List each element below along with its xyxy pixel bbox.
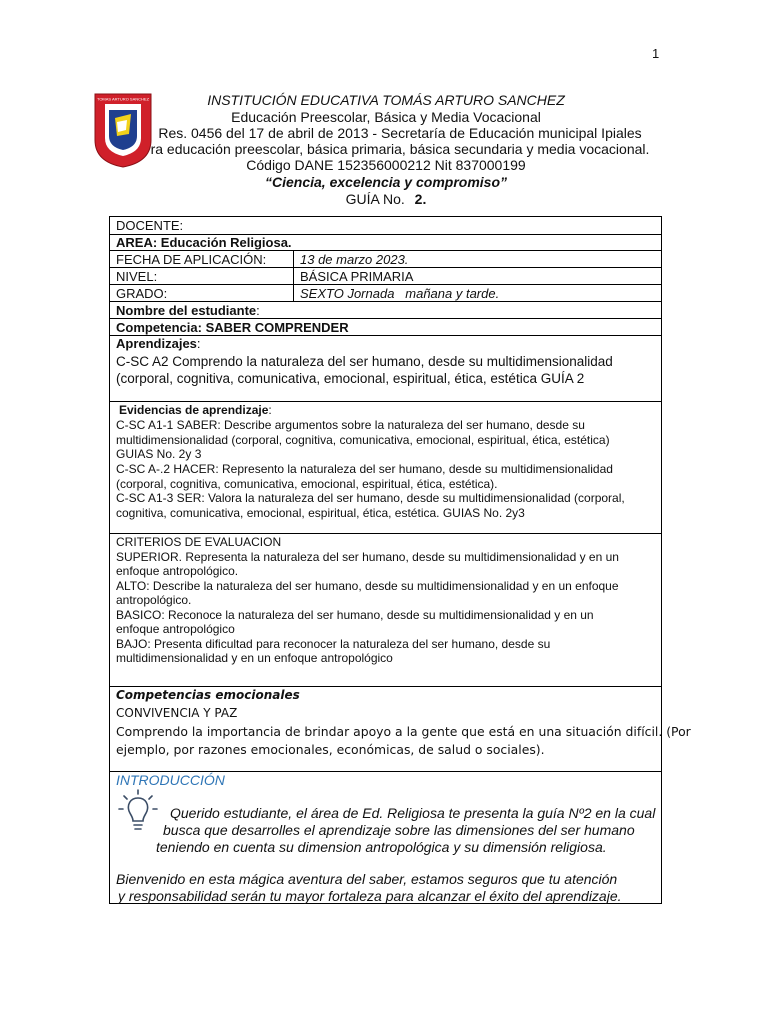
criterios-line-7: enfoque antropológico: [116, 622, 235, 636]
comp-emo-line-1: Comprendo la importancia de brindar apoyo a la gente que está en una situación difícil. (Por: [116, 724, 691, 739]
evidencias-label: Evidencias de aprendizaje: [119, 403, 269, 417]
guide-number: 2.: [414, 191, 427, 207]
aprendizajes-label: Aprendizajes: [116, 336, 197, 351]
motto: “Ciencia, excelencia y compromiso”: [265, 174, 507, 190]
aprendizajes-colon: :: [196, 336, 201, 351]
grado-value: SEXTO Jornada mañana y tarde.: [300, 286, 500, 301]
criterios-line-4: ALTO: Describe la naturaleza del ser humano, desde su multidimensionalidad y en un enfoque: [116, 579, 619, 593]
introduccion-row: [109, 771, 662, 904]
comp-emo-line-2: ejemplo, por razones emocionales, económicas, de salud o sociales).: [116, 742, 545, 757]
nombre-row: [109, 301, 662, 319]
competencias-emocionales-row: [109, 686, 691, 772]
welcome-line-2: y responsabilidad serán tu mayor fortaleza para alcanzar el éxito del aprendizaje.: [118, 888, 622, 904]
intro-line-2: busca que desarrolles el aprendizaje sobre las dimensiones del ser humano: [163, 822, 635, 838]
intro-title: INTRODUCCIÓN: [116, 772, 225, 788]
intro-line-3: teniendo en cuenta su dimension antropológica y su dimensión religiosa.: [156, 839, 607, 855]
aprendizajes-line-2: (corporal, cognitiva, comunicativa, emocional, espiritual, ética, estética GUÍA 2: [116, 371, 585, 386]
criterios-line-2: SUPERIOR. Representa la naturaleza del ser humano, desde su multidimensionalidad y en un: [116, 550, 619, 564]
evidencias-line-5: (corporal, cognitiva, comunicativa, emocional, espiritual, ética, estética).: [116, 477, 498, 491]
institution-name: INSTITUCIÓN EDUCATIVA TOMÁS ARTURO SANCHEZ: [207, 92, 565, 108]
intro-line-1: Querido estudiante, el área de Ed. Religiosa te presenta la guía Nº2 en la cual: [170, 805, 656, 821]
fecha-value: 13 de marzo 2023.: [300, 252, 409, 267]
header-line-4: ra educación preescolar, básica primaria, básica secundaria y media vocacional.: [150, 141, 650, 157]
nivel-label: NIVEL:: [116, 269, 158, 284]
lightbulb-icon: [116, 788, 160, 836]
evidencias-line-3: GUIAS No. 2y 3: [116, 447, 202, 461]
comp-emo-title: Competencias emocionales: [116, 688, 300, 702]
criterios-line-1: CRITERIOS DE EVALUACION: [116, 535, 282, 549]
header-line-3: Res. 0456 del 17 de abril de 2013 - Secretaría de Educación municipal Ipiales: [158, 125, 642, 141]
evidencias-line-7: cognitiva, comunicativa, emocional, espiritual, ética, estética. GUIAS No. 2y3: [116, 506, 525, 520]
nivel-value: BÁSICA PRIMARIA: [300, 269, 414, 284]
fecha-row: [109, 250, 662, 268]
competencia-label: Competencia: SABER COMPRENDER: [116, 320, 349, 335]
evidencias-line-1: C-SC A1-1 SABER: Describe argumentos sobre la naturaleza del ser humano, desde su: [116, 418, 585, 432]
evidencias-line-4: C-SC A-.2 HACER: Represento la naturaleza del ser humano, desde su multidimensionalidad: [116, 462, 613, 476]
evidencias-line-2: multidimensionalidad (corporal, cognitiva, comunicativa, emocional, espiritual, ética, estética): [116, 433, 610, 447]
area-row: [109, 234, 662, 251]
criterios-line-8: BAJO: Presenta dificultad para reconocer la naturaleza del ser humano, desde su: [116, 637, 551, 651]
evidencias-line-6: C-SC A1-3 SER: Valora la naturaleza del ser humano, desde su multidimensionalidad (corporal,: [116, 491, 625, 505]
evidencias-row: [109, 401, 662, 534]
comp-emo-subtitle: CONVIVENCIA Y PAZ: [116, 706, 238, 720]
guide-label: GUÍA No.: [345, 191, 405, 207]
grado-label: GRADO:: [116, 286, 168, 301]
criterios-line-5: antropológico.: [116, 593, 192, 607]
competencia-row: [109, 318, 662, 336]
nombre-colon: :: [256, 303, 260, 318]
docente-row: [109, 216, 662, 235]
area-label: AREA: Educación Religiosa.: [116, 235, 292, 250]
criterios-line-9: multidimensionalidad y en un enfoque antropológico: [116, 651, 393, 665]
nombre-label: Nombre del estudiante: [116, 303, 257, 318]
criterios-line-3: enfoque antropológico.: [116, 564, 239, 578]
welcome-line-1: Bienvenido en esta mágica aventura del saber, estamos seguros que tu atención: [116, 871, 618, 887]
header-line-5: Código DANE 152356000212 Nit 837000199: [246, 157, 526, 173]
aprendizajes-line-1: C-SC A2 Comprendo la naturaleza del ser humano, desde su multidimensionalidad: [116, 354, 613, 369]
docente-label: DOCENTE:: [116, 218, 184, 233]
logo-text: TOMAS ARTURO SANCHEZ: [96, 96, 150, 102]
guide-number-line: [96, 191, 676, 207]
criterios-row: [109, 533, 662, 687]
fecha-label: FECHA DE APLICACIÓN:: [116, 252, 267, 267]
page-number: 1: [652, 46, 660, 61]
grado-row: [109, 284, 662, 302]
aprendizajes-row: [109, 335, 662, 402]
criterios-line-6: BASICO: Reconoce la naturaleza del ser humano, desde su multidimensionalidad y en un: [116, 608, 594, 622]
nivel-row: [109, 267, 662, 285]
header-line-2: Educación Preescolar, Básica y Media Vocacional: [231, 109, 541, 125]
evidencias-colon: :: [268, 403, 272, 417]
